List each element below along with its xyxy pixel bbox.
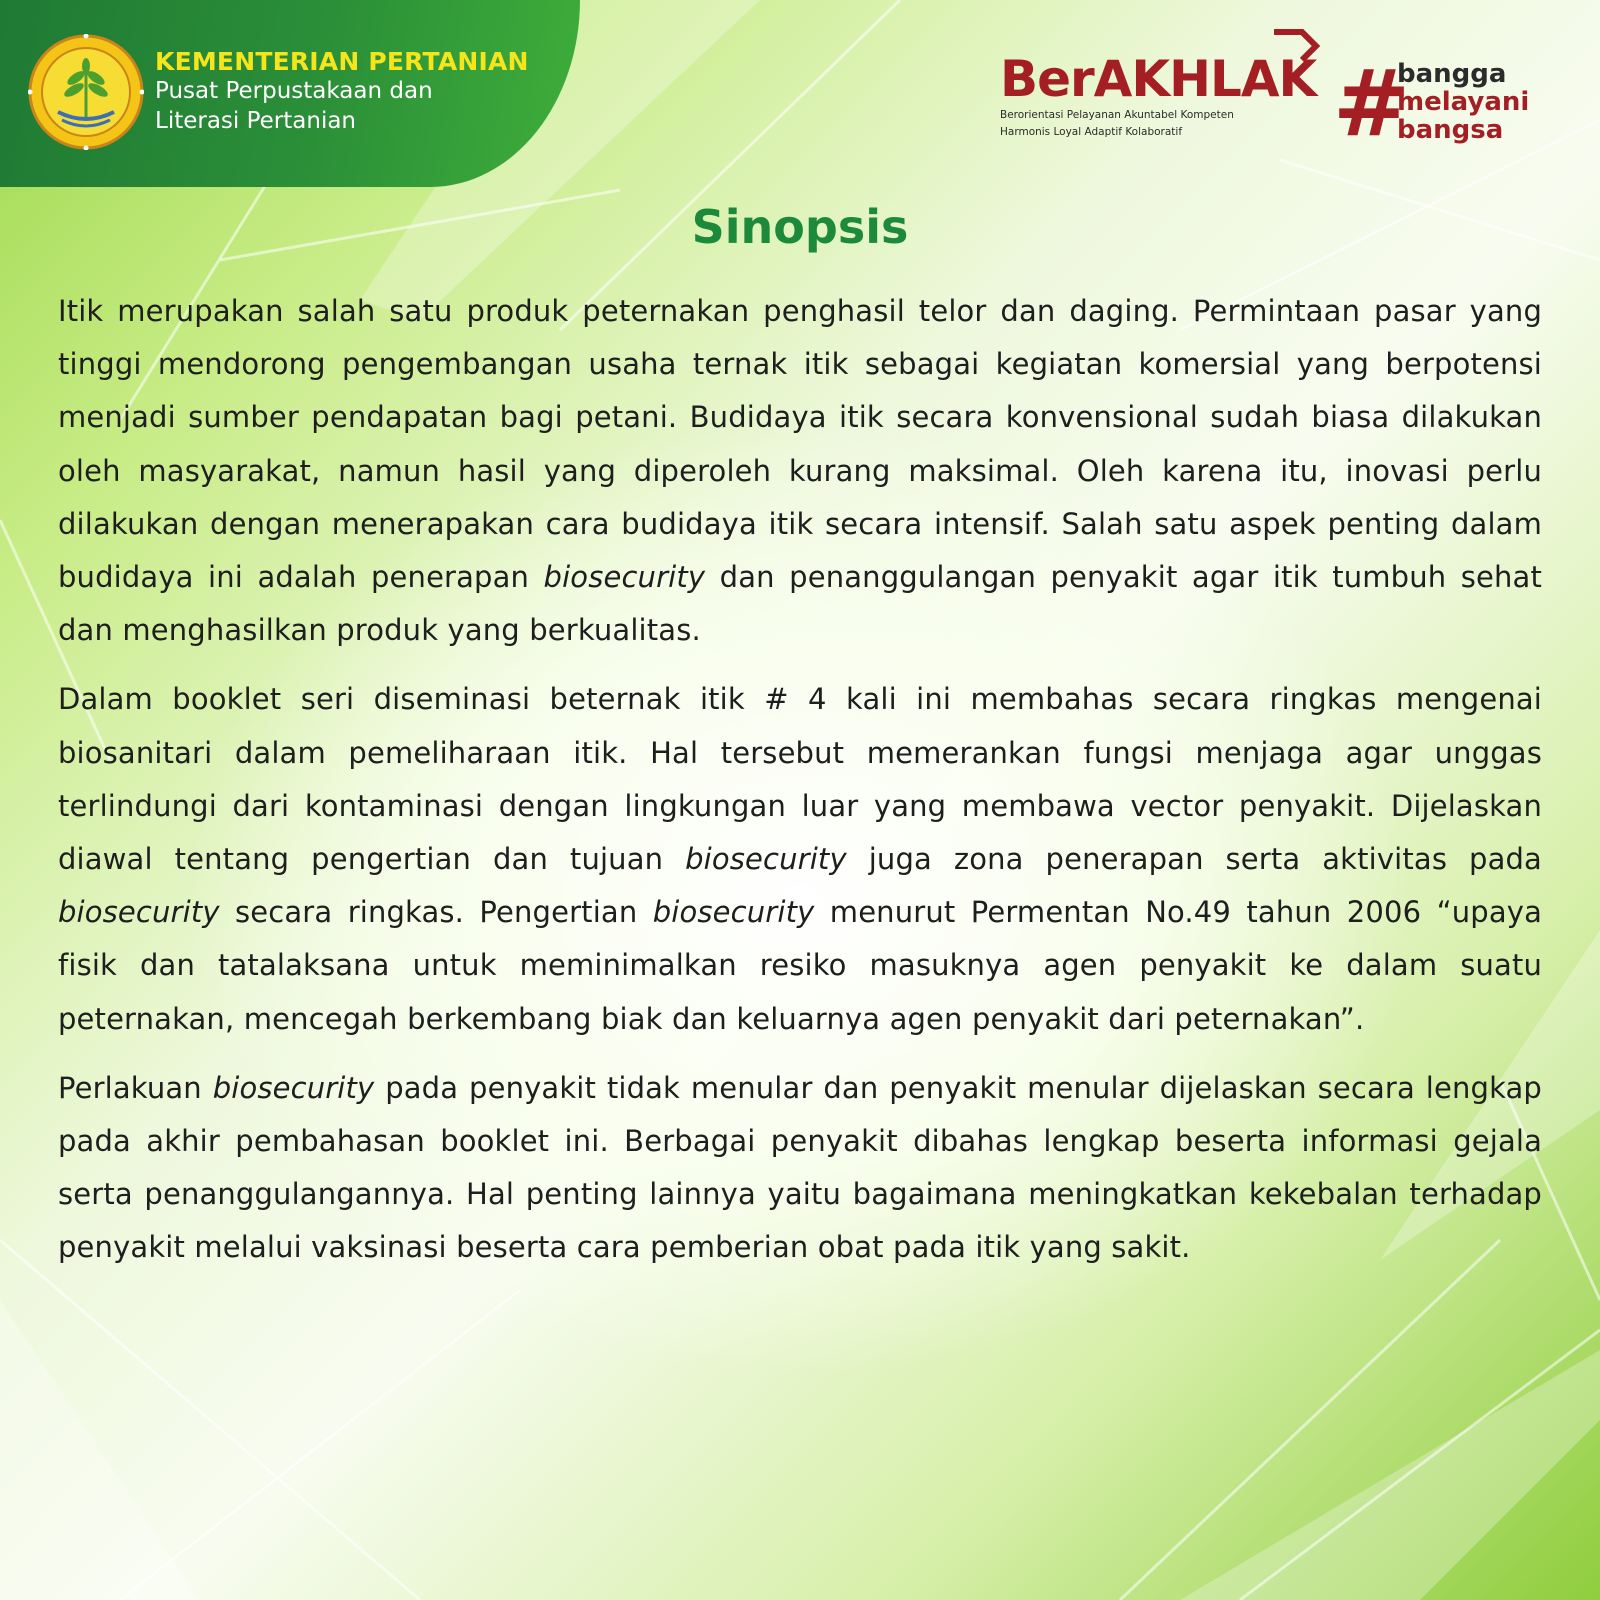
- berakhlak-logo: [1000, 52, 1330, 152]
- page-title: [0, 200, 1600, 254]
- paragraph-text: menurut Permentan No.49 tahun 2006 “upaya fisik dan tatalaksana untuk meminimalkan resiko masuknya agen penyakit ke dalam suatu peternakan, mencegah berkembang biak dan keluarnya agen penyakit dari peternakan”.: [58, 895, 1543, 1036]
- brand-name: BerAKHLAK: [1000, 50, 1317, 108]
- italic-term: biosecurity: [685, 842, 847, 877]
- synopsis-paragraph: [58, 673, 1542, 1045]
- hash-icon: #: [1333, 50, 1411, 157]
- paragraph-text: Perlakuan: [58, 1070, 213, 1105]
- paragraph-text: juga zona penerapan serta aktivitas pada: [846, 842, 1542, 877]
- paragraph-text: pada penyakit tidak menular dan penyakit menular dijelaskan secara lengkap pada akhir pembahasan booklet ini. Berbagai penyakit dibahas lengkap beserta informasi gejala serta penanggulangannya. Hal penting lainnya yaitu bagaimana meningkatkan kekebalan terhadap penyakit melalui vaksinasi beserta cara pemberian obat pada itik yang sakit.: [58, 1070, 1542, 1265]
- paragraph-text: Dalam booklet seri diseminasi beternak itik # 4 kali ini membahas secara ringkas mengenai biosanitari dalam pemeliharaan itik. Hal tersebut memerankan fungsi menjaga agar unggas terlindungi dari kontaminasi dengan lingkungan luar yang membawa vector penyakit. Dijelaskan diawal tentang pengertian dan tujuan: [58, 682, 1542, 877]
- paragraph-text: dan penanggulangan penyakit agar itik tumbuh sehat dan menghasilkan produk yang berkualitas.: [58, 560, 1542, 648]
- synopsis-body: [58, 285, 1542, 1291]
- paragraph-text: Itik merupakan salah satu produk peternakan penghasil telor dan daging. Permintaan pasar yang tinggi mendorong pengembangan usaha ternak itik sebagai kegiatan komersial yang berpotensi menjadi sumber pendapatan bagi petani. Budidaya itik secara konvensional sudah biasa dilakukan oleh masyarakat, namun hasil yang diperoleh kurang maksimal. Oleh karena itu, inovasi perlu dilakukan dengan menerapakan cara budidaya itik secara intensif. Salah satu aspek penting dalam budidaya ini adalah penerapan: [58, 294, 1542, 595]
- page-title-text: Sinopsis: [691, 200, 909, 254]
- chevron-right-icon: [1272, 26, 1332, 66]
- brand-tagline-1: Berorientasi Pelayanan Akuntabel Kompeten: [1000, 109, 1234, 121]
- unit-name-line2: Literasi Pertanian: [155, 108, 357, 134]
- hashtag-word-1: bangga: [1397, 59, 1507, 89]
- synopsis-paragraph: [58, 1062, 1542, 1275]
- italic-term: biosecurity: [543, 560, 706, 595]
- italic-term: biosecurity: [212, 1070, 375, 1105]
- unit-name-line1: Pusat Perpustakaan dan: [155, 78, 433, 104]
- italic-term: biosecurity: [58, 895, 220, 930]
- hashtag-logo: [1333, 50, 1573, 158]
- banner-text: [155, 47, 529, 136]
- italic-term: biosecurity: [652, 895, 815, 930]
- brand-tagline-2: Harmonis Loyal Adaptif Kolaboratif: [1000, 126, 1183, 138]
- hashtag-word-3: bangsa: [1397, 115, 1504, 145]
- ministry-emblem-icon: [28, 34, 144, 150]
- synopsis-paragraph: [58, 285, 1542, 657]
- paragraph-text: secara ringkas. Pengertian: [219, 895, 653, 930]
- hashtag-words: [1397, 60, 1529, 144]
- ministry-name: KEMENTERIAN PERTANIAN: [155, 47, 529, 76]
- header-banner: [0, 0, 580, 187]
- hashtag-word-2: melayani: [1397, 87, 1530, 117]
